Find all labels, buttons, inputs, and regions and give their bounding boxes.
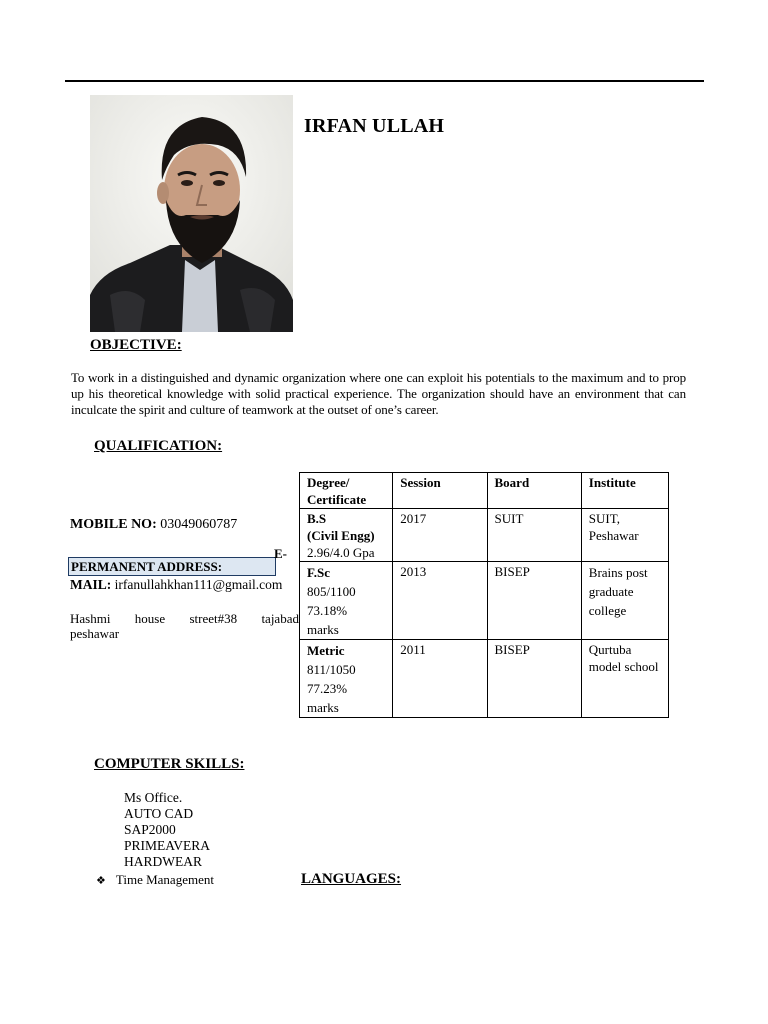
degree-note: marks [307,622,339,637]
mobile-label: MOBILE NO: [70,517,157,532]
list-item: PRIMEAVERA [124,838,211,853]
institute-cell: Brains post graduate college [581,562,668,640]
degree-percent: 77.23% [307,681,348,696]
list-item: AUTO CAD [124,806,194,821]
email-line [70,577,282,593]
list-item: HARDWEAR [124,854,202,869]
mobile-line [70,517,237,533]
objective-heading: OBJECTIVE: [90,337,182,353]
permanent-address-label: PERMANENT ADDRESS: [68,557,276,576]
degree-name: Metric [307,643,345,658]
languages-heading: LANGUAGES: [301,871,402,887]
degree-result: 811/1050 [307,662,356,677]
degree-result: 2.96/4.0 Gpa [307,545,375,560]
degree-cell [300,640,393,718]
session-cell: 2013 [393,562,487,640]
institute-cell: Qurtuba model school [581,640,668,718]
email-label-prefix: E- [274,546,287,561]
address-word: street#38 [189,611,238,626]
candidate-name: IRFAN ULLAH [304,115,445,137]
address-word: tajabad [261,611,299,626]
computer-skills-list [124,790,210,870]
table-row [300,640,669,718]
profile-photo [90,95,293,332]
objective-text: To work in a distinguished and dynamic organization where one can exploit his potentials to the maximum and to prop up his theoretical knowledge with solid practical experience. The organization should have an environment that can inculcate the spirit and culture of teamwork at the outset of one’s career. [71,370,686,417]
degree-percent: 73.18% [307,603,348,618]
board-cell: BISEP [487,640,581,718]
header-degree: Degree/ Certificate [300,473,393,509]
mobile-value: 03049060787 [160,517,238,532]
session-cell: 2011 [393,640,487,718]
top-rule [65,80,704,82]
profile-photo-illustration [90,95,293,332]
address-line-1 [70,611,299,627]
header-board: Board [487,473,581,509]
bullet-item [96,872,214,888]
degree-cell [300,509,393,562]
header-session: Session [393,473,487,509]
session-cell: 2017 [393,509,487,562]
board-cell: BISEP [487,562,581,640]
address-word: Hashmi [70,611,111,626]
institute-cell: SUIT, Peshawar [581,509,668,562]
email-label: MAIL: [70,577,112,592]
bullet-item-label: Time Management [115,872,214,887]
diamond-bullet-icon: ❖ [96,874,106,887]
list-item: Ms Office. [124,790,183,805]
degree-result: 805/1100 [307,584,356,599]
email-value: irfanullahkhan111@gmail.com [114,577,283,592]
degree-cell [300,562,393,640]
degree-note: marks [307,700,339,715]
list-item: SAP2000 [124,822,176,837]
degree-sub: (Civil Engg) [307,528,375,543]
qualification-table [299,472,669,718]
degree-name: B.S [307,511,327,526]
board-cell: SUIT [487,509,581,562]
table-header-row [300,473,669,509]
table-row [300,562,669,640]
header-institute: Institute [581,473,668,509]
address-line-2: peshawar [70,626,120,641]
address-word: house [134,611,166,626]
table-row [300,509,669,562]
qualification-heading: QUALIFICATION: [94,438,223,454]
degree-name: F.Sc [307,565,330,580]
computer-skills-heading: COMPUTER SKILLS: [94,756,245,772]
